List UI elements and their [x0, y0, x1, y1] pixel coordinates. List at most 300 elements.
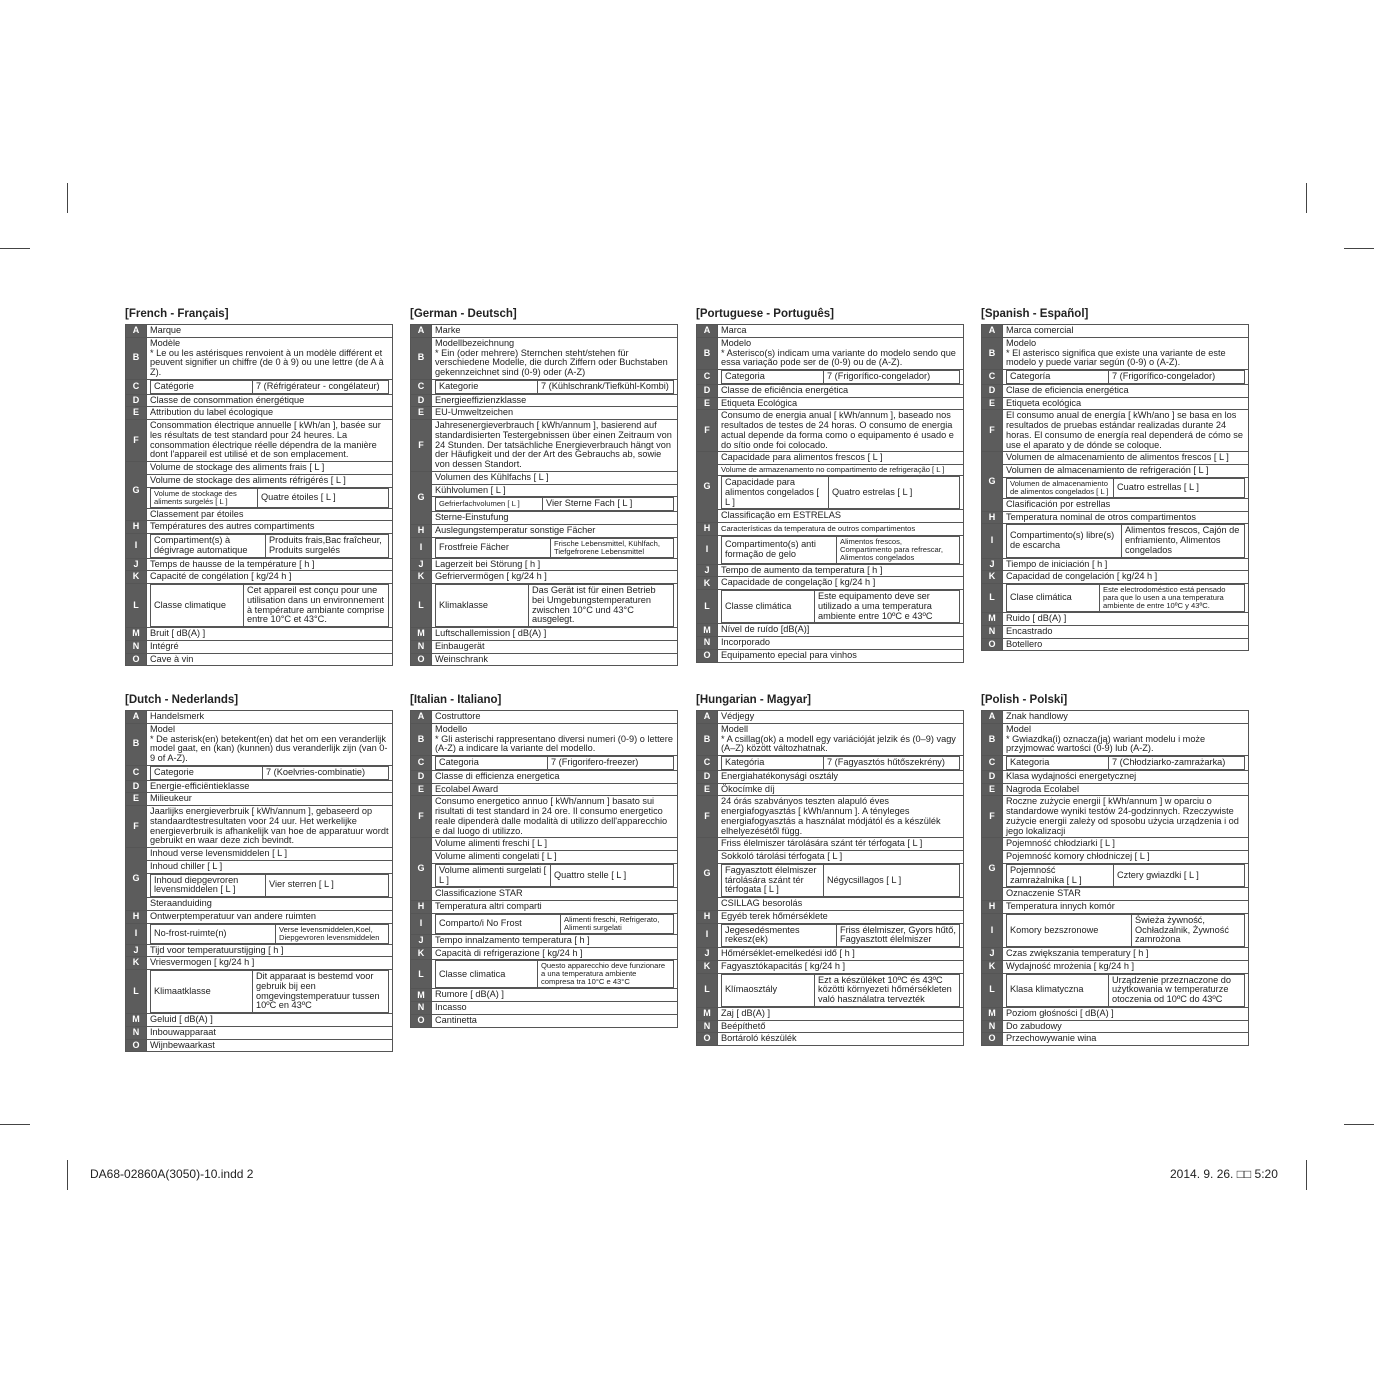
table-row — [126, 873, 393, 898]
row-value: Vier sterren [ L ] — [266, 874, 389, 897]
row-split — [435, 960, 674, 988]
row-content — [1003, 863, 1249, 888]
row-letter: K — [411, 947, 432, 960]
table-row — [126, 420, 393, 462]
row-letter: N — [126, 640, 147, 653]
row-content: Cave à vin — [147, 653, 393, 666]
row-letter: M — [982, 613, 1003, 626]
row-content: Temperatura innych komór — [1003, 901, 1249, 914]
crop-mark — [0, 1124, 30, 1125]
table-row — [126, 923, 393, 944]
row-value: Quattro stelle [ L ] — [551, 864, 674, 887]
table-row — [126, 521, 393, 534]
row-split — [721, 864, 960, 897]
row-content: Védjegy — [718, 711, 964, 724]
table-row — [982, 410, 1249, 452]
row-letter: G — [697, 838, 718, 911]
row-content: Hőmérséklet-emelkedési idő [ h ] — [718, 948, 964, 961]
row-letter: I — [982, 524, 1003, 558]
row-letter: D — [411, 770, 432, 783]
row-content — [1003, 913, 1249, 947]
row-content — [147, 487, 393, 508]
row-label: Categoría — [1007, 371, 1109, 384]
footer-datetime: 2014. 9. 26. □□ 5:20 — [1170, 1167, 1278, 1181]
row-content: Pojemność chłodziarki [ L ] — [1003, 838, 1249, 851]
row-letter: A — [411, 325, 432, 338]
row-label: Frostfreie Fächer — [436, 538, 551, 557]
section-title: [Italian - Italiano] — [410, 694, 502, 706]
row-letter: M — [411, 989, 432, 1002]
row-value: 7 (Frigorifero-freezer) — [548, 757, 674, 770]
table-row — [982, 1033, 1249, 1046]
row-letter: J — [697, 564, 718, 577]
row-content: Bortároló készülék — [718, 1033, 964, 1046]
row-value: Cuatro estrellas [ L ] — [1114, 478, 1245, 497]
row-content: Volumen des Kühlfachs [ L ] — [432, 471, 678, 484]
table-row — [411, 407, 678, 420]
row-content: Sokkoló tárolási térfogata [ L ] — [718, 851, 964, 864]
row-content — [432, 863, 678, 888]
table-row — [697, 465, 964, 476]
table-row — [126, 910, 393, 923]
row-letter: D — [126, 780, 147, 793]
table-row — [126, 487, 393, 508]
row-split — [435, 584, 674, 627]
row-label: Categoria — [722, 371, 824, 384]
table-row — [982, 584, 1249, 613]
table-row — [697, 370, 964, 385]
crop-mark — [67, 183, 68, 213]
table-row — [411, 901, 678, 914]
spec-table — [696, 710, 964, 1046]
row-value: Este electrodoméstico está pensado para que lo usen a una temperatura ambiente de entre 10ºC y 43ºC. — [1100, 585, 1245, 612]
row-split — [150, 584, 389, 627]
table-row — [126, 474, 393, 487]
row-content: Tempo innalzamento temperatura [ h ] — [432, 934, 678, 947]
row-value: 7 (Chłodziarko-zamrażarka) — [1109, 757, 1245, 770]
row-content: Model * De asterisk(en) betekent(en) dat het om een veranderlijk model gaat, en (kan) (kunnen) dus veranderlijk zijn (van 0-9 of A-Z). — [147, 723, 393, 765]
row-content: Incorporado — [718, 637, 964, 650]
row-letter: H — [697, 910, 718, 923]
table-row — [982, 465, 1249, 478]
row-letter: D — [697, 384, 718, 397]
section-title: [Hungarian - Magyar] — [696, 694, 812, 706]
row-letter: E — [982, 783, 1003, 796]
row-value: Cztery gwiazdki [ L ] — [1114, 864, 1245, 887]
row-letter: E — [982, 397, 1003, 410]
table-row — [411, 325, 678, 338]
row-split — [1006, 478, 1245, 498]
row-letter: H — [982, 901, 1003, 914]
table-row — [982, 888, 1249, 901]
row-label: Clase climática — [1007, 585, 1100, 612]
row-content: Modelo * El asterisco significa que existe una variante de este modelo y puede variar según (0-9) o (A-Z). — [1003, 337, 1249, 369]
row-letter: B — [411, 723, 432, 755]
table-row — [982, 613, 1249, 626]
row-split — [1006, 524, 1245, 557]
table-row — [126, 1039, 393, 1052]
row-letter: B — [126, 723, 147, 765]
row-letter: A — [126, 711, 147, 724]
row-content: Luftschallemission [ dB(A) ] — [432, 628, 678, 641]
table-row — [411, 723, 678, 755]
table-row — [982, 397, 1249, 410]
row-content: Nagroda Ecolabel — [1003, 783, 1249, 796]
row-content: Classe di efficienza energetica — [432, 770, 678, 783]
row-split — [1006, 756, 1245, 770]
row-content: Weinschrank — [432, 653, 678, 666]
row-content: Ontwerptemperatuur van andere ruimten — [147, 910, 393, 923]
row-content: Energieeffizienzklasse — [432, 394, 678, 407]
row-letter: F — [126, 806, 147, 848]
table-row — [982, 638, 1249, 651]
table-row — [982, 851, 1249, 864]
row-content: Ecolabel Award — [432, 783, 678, 796]
row-content: Incasso — [432, 1002, 678, 1015]
table-row — [411, 653, 678, 666]
row-letter: H — [697, 523, 718, 536]
table-row — [411, 394, 678, 407]
row-letter: C — [411, 379, 432, 394]
table-row — [982, 625, 1249, 638]
row-split — [1006, 370, 1245, 384]
row-letter: F — [411, 420, 432, 472]
section-title: [Portuguese - Português] — [696, 308, 835, 320]
table-row — [697, 756, 964, 771]
table-row — [697, 649, 964, 662]
row-label: Gefrierfachvolumen [ L ] — [436, 498, 543, 511]
row-letter: N — [411, 640, 432, 653]
table-row — [982, 756, 1249, 771]
row-split — [721, 756, 960, 770]
table-row — [126, 325, 393, 338]
table-row — [126, 711, 393, 724]
footer-filename: DA68-02860A(3050)-10.indd 2 — [90, 1167, 254, 1181]
table-row — [982, 711, 1249, 724]
row-letter: J — [982, 948, 1003, 961]
table-row — [982, 511, 1249, 524]
row-content: Capacità di refrigerazione [ kg/24 h ] — [432, 947, 678, 960]
table-row — [982, 370, 1249, 385]
table-row — [982, 558, 1249, 571]
row-letter: B — [982, 337, 1003, 369]
row-letter: I — [982, 913, 1003, 947]
row-content: Lagerzeit bei Störung [ h ] — [432, 558, 678, 571]
section-title: [Polish - Polski] — [981, 694, 1068, 706]
row-letter: C — [982, 370, 1003, 385]
table-row — [982, 325, 1249, 338]
row-value: Świeża żywność, Ochładzalnik, Żywność zamrożona — [1132, 914, 1245, 946]
row-content: Kühlvolumen [ L ] — [432, 484, 678, 497]
row-split — [435, 497, 674, 511]
spec-table — [696, 324, 964, 663]
row-content: Wijnbewaarkast — [147, 1039, 393, 1052]
row-content: Klasa wydajności energetycznej — [1003, 770, 1249, 783]
row-content: Consommation électrique annuelle [ kWh/an ], basée sur les résultats de test standard pour 24 heures. La consommation électrique réelle dépendra de la manière dont l'appareil est utilisé et de son emplacement. — [147, 420, 393, 462]
row-letter: G — [126, 848, 147, 911]
row-content: Model * Gwiazdka(i) oznacza(ją) wariant modelu i może przyjmować wartości (0-9) lub (A-Z). — [1003, 723, 1249, 755]
row-value: 7 (Fagyasztós hűtőszekrény) — [824, 757, 960, 770]
row-letter: C — [982, 756, 1003, 771]
row-content: Clasificación por estrellas — [1003, 498, 1249, 511]
table-row — [126, 394, 393, 407]
row-letter: J — [126, 944, 147, 957]
row-content: Marke — [432, 325, 678, 338]
row-content: Intégré — [147, 640, 393, 653]
row-content: Bruit [ dB(A) ] — [147, 628, 393, 641]
row-letter: A — [126, 325, 147, 338]
row-content: Vriesvermogen [ kg/24 h ] — [147, 957, 393, 970]
section-title: [German - Deutsch] — [410, 308, 517, 320]
spec-table — [981, 710, 1249, 1046]
row-content: Temperatura altri comparti — [432, 901, 678, 914]
row-content: Cantinetta — [432, 1014, 678, 1027]
row-letter: G — [126, 462, 147, 521]
spec-section — [125, 693, 393, 1052]
row-content: Egyéb terek hőmérséklete — [718, 910, 964, 923]
row-content: Etiqueta ecológica — [1003, 397, 1249, 410]
table-row — [411, 337, 678, 379]
table-row — [982, 723, 1249, 755]
row-split — [435, 380, 674, 394]
row-label: No-frost-ruimte(n) — [151, 924, 276, 943]
row-content: Inhoud verse levensmiddelen [ L ] — [147, 848, 393, 861]
row-content: Do zabudowy — [1003, 1020, 1249, 1033]
row-letter: K — [982, 960, 1003, 973]
row-letter: N — [982, 1020, 1003, 1033]
row-content — [718, 370, 964, 385]
row-split — [150, 488, 389, 508]
row-letter: K — [697, 577, 718, 590]
row-label: Classe climatica — [436, 961, 538, 988]
row-label: Pojemność zamrażalnika [ L ] — [1007, 864, 1114, 887]
row-split — [435, 914, 674, 934]
table-row — [126, 806, 393, 848]
table-row — [697, 948, 964, 961]
row-label: Komory bezszronowe — [1007, 914, 1132, 946]
table-row — [697, 851, 964, 864]
table-row — [411, 851, 678, 864]
row-content: Tijd voor temperatuurstijging [ h ] — [147, 944, 393, 957]
row-letter: L — [697, 590, 718, 624]
row-content: Ruido [ dB(A) ] — [1003, 613, 1249, 626]
table-row — [697, 590, 964, 624]
row-content — [147, 923, 393, 944]
row-value: Verse levensmiddelen,Koel, Diepgevroren levensmiddelen — [276, 924, 389, 943]
row-letter: N — [982, 625, 1003, 638]
row-content: Jaarlijks energieverbruik [ kWh/annum ], gebaseerd op standaardtestresultaten voor 24 uur. Het werkelijke energieverbruik is afhankelijk van hoe de apparatuur wordt gebruikt en waar deze zich bevindt. — [147, 806, 393, 848]
row-content: Zaj [ dB(A) ] — [718, 1007, 964, 1020]
row-content: Przechowywanie wina — [1003, 1033, 1249, 1046]
row-content — [718, 973, 964, 1007]
row-content — [432, 379, 678, 394]
table-row — [697, 723, 964, 755]
row-letter: F — [126, 420, 147, 462]
row-letter: L — [411, 960, 432, 989]
row-content: Modèle * Le ou les astérisques renvoient à un modèle différent et peuvent signifier un chiffre (de 0 à 9) ou une lettre (de A à Z). — [147, 337, 393, 379]
row-label: Volumen de almacenamiento de alimentos congelados [ L ] — [1007, 478, 1114, 497]
row-content: Classe de consommation énergétique — [147, 394, 393, 407]
row-label: Classe climática — [722, 591, 815, 623]
row-content: Auslegungstemperatur sonstige Fächer — [432, 524, 678, 537]
row-content: Modelo * Asterisco(s) indicam uma variante do modelo sendo que essa variação pode ser de (0-9) ou de (A-Z). — [718, 337, 964, 369]
row-label: Klasa klimatyczna — [1007, 974, 1109, 1006]
row-content: Volume de stockage des aliments réfrigérés [ L ] — [147, 474, 393, 487]
row-content: Czas zwiększania temperatury [ h ] — [1003, 948, 1249, 961]
table-row — [126, 337, 393, 379]
table-row — [697, 973, 964, 1007]
row-letter: D — [982, 770, 1003, 783]
row-value: Alimentos frescos, Compartimento para refrescar, Alimentos congelados — [837, 536, 960, 563]
row-content: Poziom głośności [ dB(A) ] — [1003, 1007, 1249, 1020]
row-letter: J — [697, 948, 718, 961]
row-content: Einbaugerät — [432, 640, 678, 653]
row-content: Friss élelmiszer tárolására szánt tér térfogata [ L ] — [718, 838, 964, 851]
row-letter: C — [697, 370, 718, 385]
section-title: [Spanish - Español] — [981, 308, 1089, 320]
row-content: Attribution du label écologique — [147, 407, 393, 420]
row-letter: M — [126, 1014, 147, 1027]
row-split — [150, 380, 389, 394]
table-row — [697, 910, 964, 923]
table-row — [126, 407, 393, 420]
table-row — [411, 1002, 678, 1015]
row-content: Capacidade para alimentos frescos [ L ] — [718, 452, 964, 465]
row-content — [718, 863, 964, 897]
table-row — [126, 653, 393, 666]
table-row — [411, 796, 678, 838]
row-value: Produits frais,Bac fraîcheur, Produits surgelés — [266, 535, 389, 558]
table-row — [697, 452, 964, 465]
row-letter: L — [411, 584, 432, 628]
spec-section — [410, 307, 678, 666]
row-letter: O — [126, 1039, 147, 1052]
row-letter: A — [411, 711, 432, 724]
row-content: Geluid [ dB(A) ] — [147, 1014, 393, 1027]
row-letter: A — [697, 711, 718, 724]
row-value: Este equipamento deve ser utilizado a uma temperatura ambiente entre 10ºC e 43ºC — [815, 591, 960, 623]
row-value: Alimentos frescos, Cajón de enfriamiento, Alimentos congelados — [1122, 525, 1245, 557]
row-content: Sterne-Einstufung — [432, 512, 678, 525]
row-content: Classificazione STAR — [432, 888, 678, 901]
spec-table — [981, 324, 1249, 651]
row-letter: O — [697, 649, 718, 662]
table-row — [982, 384, 1249, 397]
row-letter: L — [126, 970, 147, 1014]
row-letter: J — [411, 558, 432, 571]
row-content: Clase de eficiencia energética — [1003, 384, 1249, 397]
row-letter: O — [411, 653, 432, 666]
table-row — [411, 947, 678, 960]
row-letter: J — [126, 558, 147, 571]
row-letter: F — [982, 410, 1003, 452]
table-row — [697, 1033, 964, 1046]
table-row — [126, 957, 393, 970]
row-letter: H — [411, 524, 432, 537]
table-row — [697, 1007, 964, 1020]
row-letter: N — [126, 1026, 147, 1039]
row-letter: G — [697, 452, 718, 523]
row-content — [432, 960, 678, 989]
table-row — [126, 584, 393, 628]
row-letter: F — [697, 796, 718, 838]
row-letter: D — [126, 394, 147, 407]
row-content: Consumo de energia anual [ kWh/annum ], baseado nos resultados de testes de 24 horas. O consumo de energia actual depende da forma como o equipamento é usado e do sítio onde foi colocado. — [718, 410, 964, 452]
row-value: Frische Lebensmittel, Kühlfach, Tiefgefrorene Lebensmittel — [551, 538, 674, 557]
row-letter: L — [697, 973, 718, 1007]
row-content: Milieukeur — [147, 793, 393, 806]
row-letter: H — [126, 910, 147, 923]
row-content: Energie-efficiëntieklasse — [147, 780, 393, 793]
row-label: Klimaatklasse — [151, 971, 253, 1013]
table-row — [411, 770, 678, 783]
row-label: Classe climatique — [151, 585, 244, 627]
row-value: 7 (Réfrigérateur - congélateur) — [253, 380, 389, 393]
table-row — [697, 637, 964, 650]
row-value: Friss élelmiszer, Gyors hűtő, Fagyasztott élelmiszer — [837, 924, 960, 947]
row-value: 7 (Frigorífico-congelador) — [1109, 371, 1245, 384]
row-content: Temperatura nominal de otros compartimentos — [1003, 511, 1249, 524]
table-row — [697, 624, 964, 637]
row-letter: A — [982, 325, 1003, 338]
table-row — [126, 462, 393, 475]
row-letter: E — [126, 407, 147, 420]
table-row — [697, 410, 964, 452]
table-row — [411, 960, 678, 989]
row-content — [432, 584, 678, 628]
row-split — [721, 476, 960, 509]
row-content: Inhoud chiller [ L ] — [147, 860, 393, 873]
table-row — [697, 510, 964, 523]
table-row — [411, 934, 678, 947]
table-row — [411, 783, 678, 796]
spec-table — [410, 324, 678, 666]
row-letter: O — [126, 653, 147, 666]
table-row — [126, 780, 393, 793]
table-row — [982, 477, 1249, 498]
row-letter: C — [697, 756, 718, 771]
row-label: Compartiment(s) à dégivrage automatique — [151, 535, 266, 558]
row-letter: L — [982, 973, 1003, 1007]
row-letter: C — [411, 756, 432, 771]
row-letter: E — [697, 397, 718, 410]
table-row — [126, 534, 393, 559]
table-row — [697, 863, 964, 897]
row-letter: N — [411, 1002, 432, 1015]
table-row — [411, 1014, 678, 1027]
row-content — [1003, 756, 1249, 771]
row-letter: D — [411, 394, 432, 407]
row-letter: N — [697, 1020, 718, 1033]
table-row — [126, 970, 393, 1014]
row-letter: M — [126, 628, 147, 641]
row-letter: E — [411, 407, 432, 420]
row-content: Gefriervermögen [ kg/24 h ] — [432, 571, 678, 584]
row-letter: D — [982, 384, 1003, 397]
row-letter: E — [126, 793, 147, 806]
row-letter: B — [411, 337, 432, 379]
row-label: Categoria — [436, 757, 548, 770]
row-value: Cet appareil est conçu pour une utilisation dans un environnement à température ambiante comprise entre 10°C et 43°C. — [244, 585, 389, 627]
table-row — [411, 471, 678, 484]
row-content: Tempo de aumento da temperatura [ h ] — [718, 564, 964, 577]
crop-mark — [0, 248, 30, 249]
table-row — [126, 1014, 393, 1027]
row-label: Klímaosztály — [722, 974, 815, 1006]
table-row — [411, 913, 678, 934]
row-content: Classement par étoiles — [147, 508, 393, 521]
row-content: Marca comercial — [1003, 325, 1249, 338]
